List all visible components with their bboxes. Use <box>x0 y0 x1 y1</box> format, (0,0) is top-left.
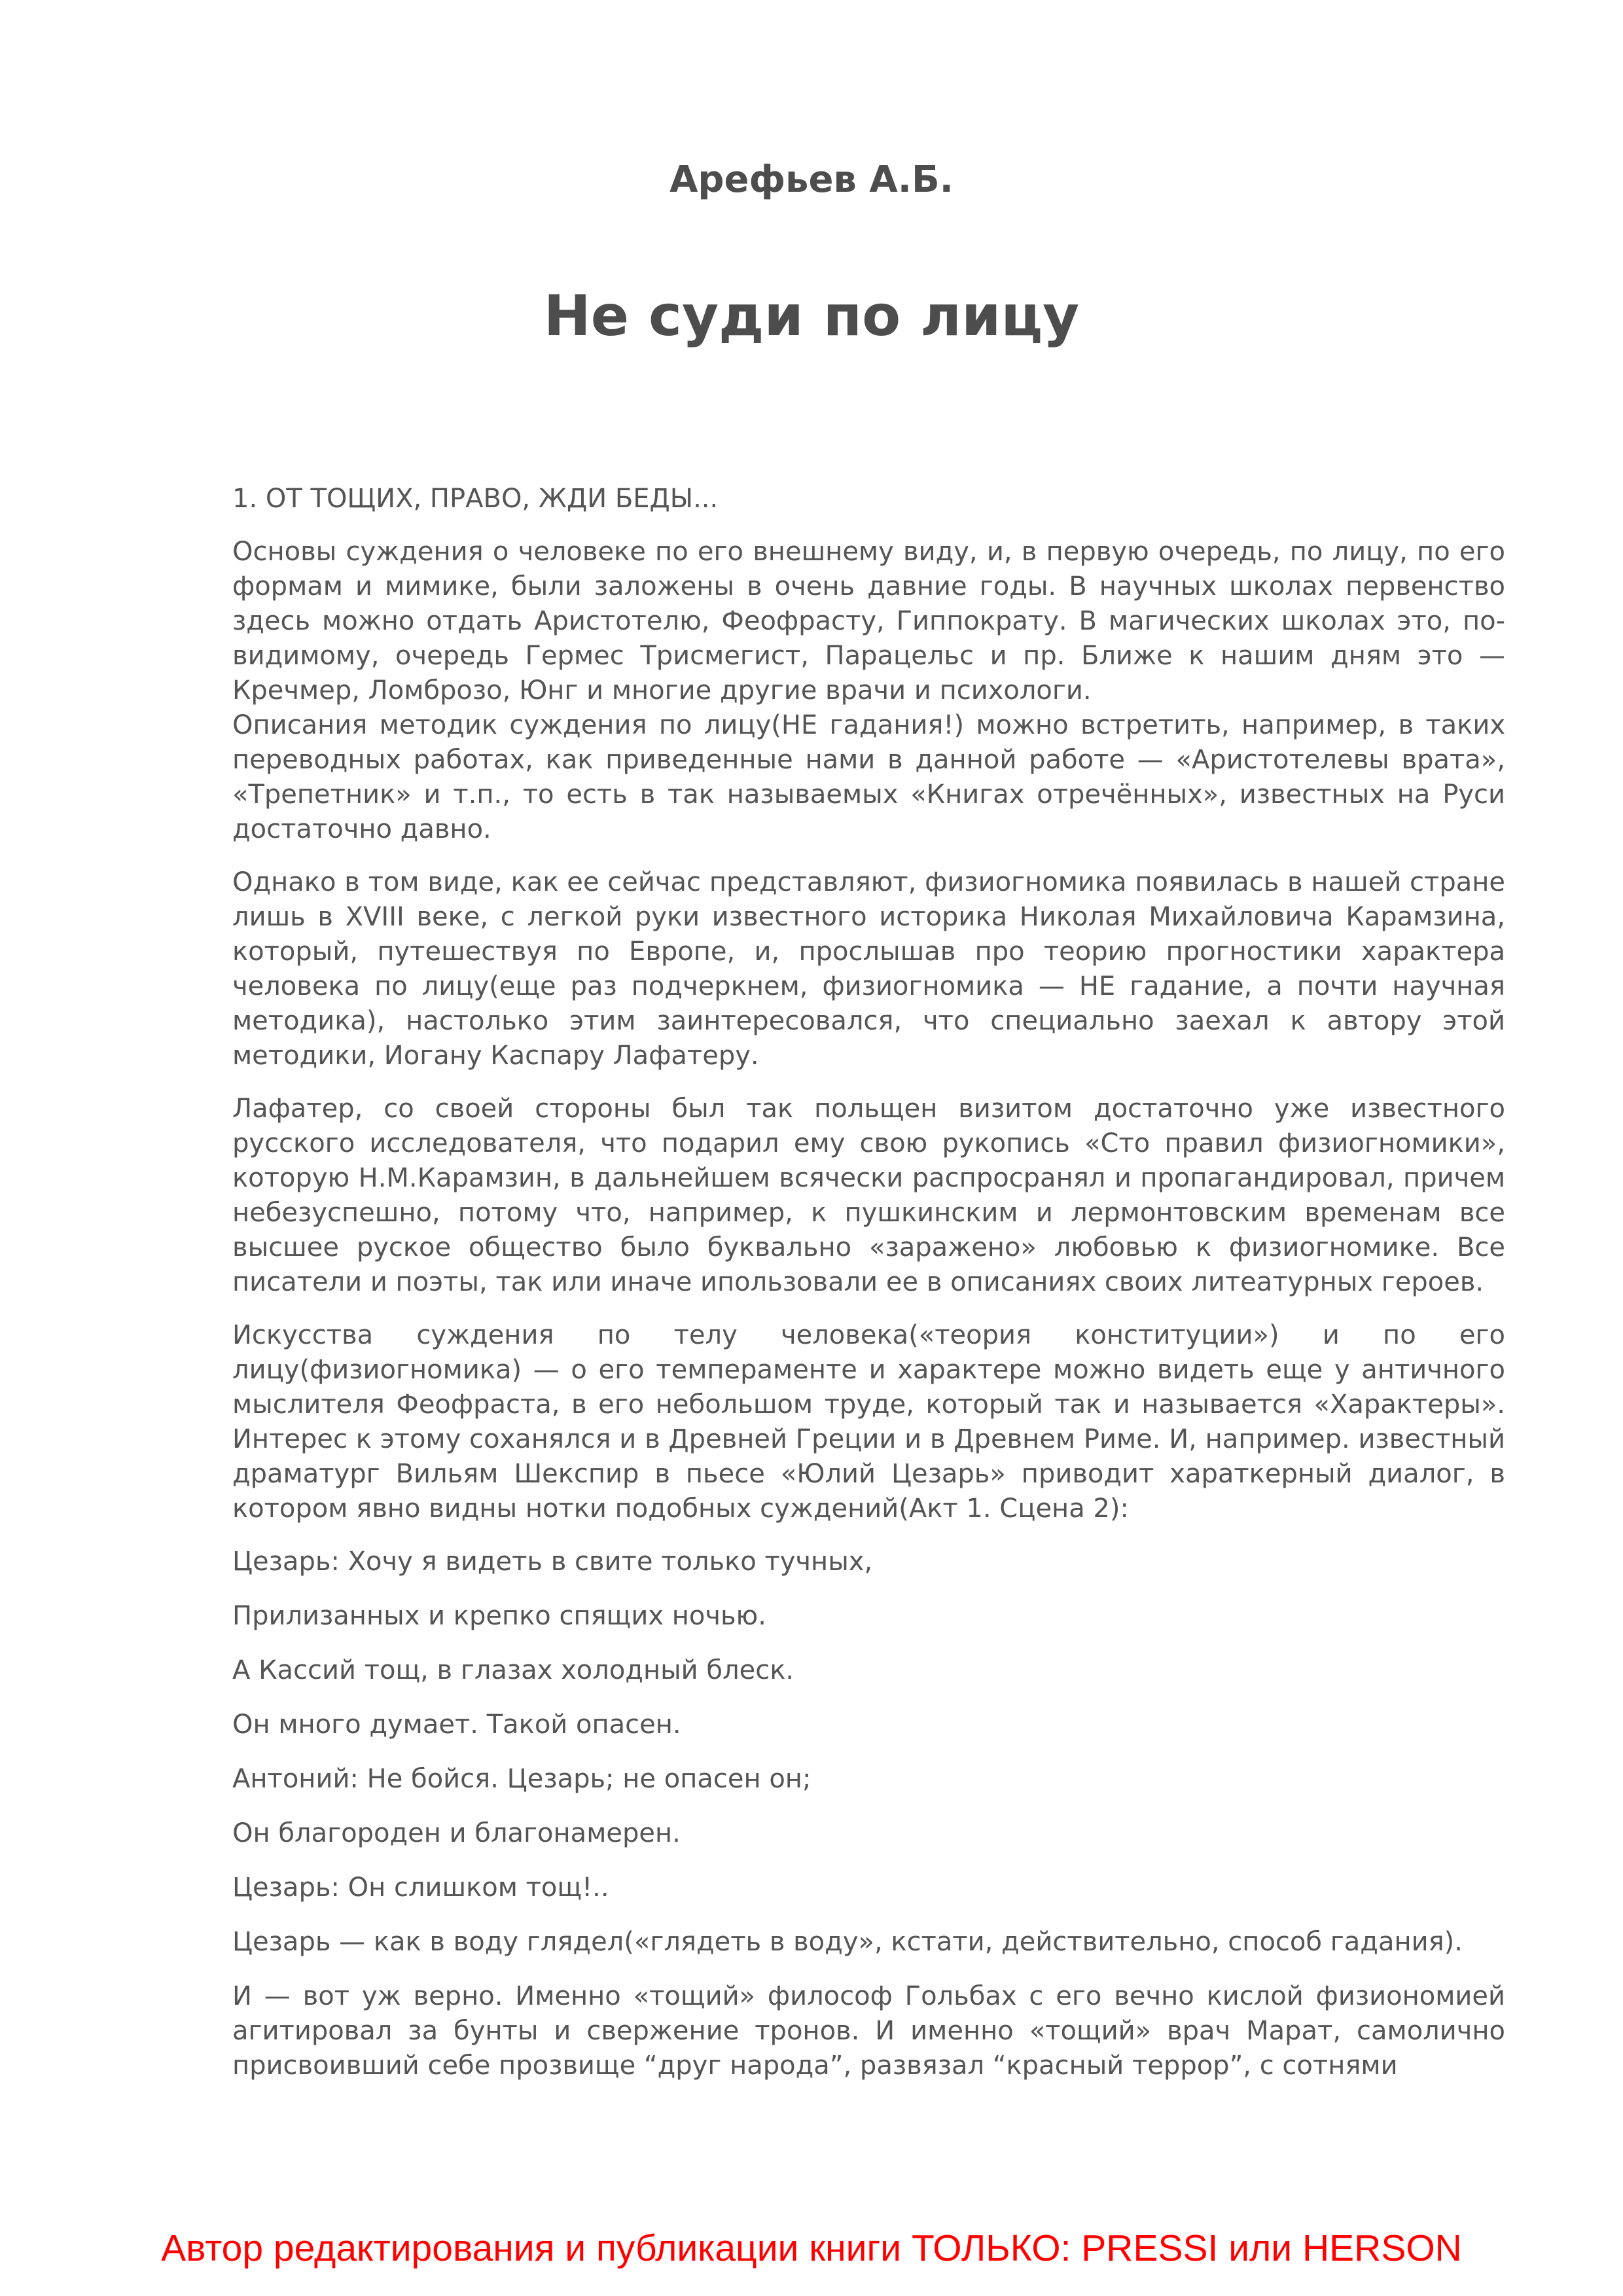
verse-line-5: Антоний: Не бойся. Цезарь; не опасен он; <box>232 1764 812 1794</box>
paragraph-5: Искусства суждения по телу человека(«теория конституции») и по его лицу(физиогномика) — о его темпераменте и характере можно видеть еще у античного мыслителя Феофраста, в его небольшом труде, который так и называется «Характеры». Интерес к этому соханялся и в Древней Греции и в Древнем Риме. И, например. известный драматург Вильям Шекспир в пьесе «Юлий Цезарь» приводит хараткерный диалог, в котором явно видны нотки подобных суждений(Акт 1. Сцена 2): <box>232 1320 1505 1524</box>
verse-line-8: Цезарь — как в воду глядел(«глядеть в воду», кстати, действительно, способ гадания). <box>232 1927 1463 1957</box>
paragraph-final: И — вот уж верно. Именно «тощий» философ Гольбах с его вечно кислой физиономией агитировал за бунты и свержение тронов. И именно «тощий» врач Марат, самолично присвоивший себе прозвище “друг народа”, развязал “красный террор”, с сотнями <box>232 1981 1505 2081</box>
section-heading: 1. ОТ ТОЩИХ, ПРАВО, ЖДИ БЕДЫ... <box>232 484 719 514</box>
author-name: Арефьев А.Б. <box>669 158 954 201</box>
paragraph-3: Однако в том виде, как ее сейчас представляют, физиогномика появилась в нашей стране лишь в XVIII веке, с легкой руки известного историка Николая Михайловича Карамзина, который, путешествуя по Европе, и, прослышав про теорию прогностики характера человека по лицу(еще раз подчеркнем, физиогномика — НЕ гадание, а почти научная методика), настолько этим заинтересовался, что специально заехал к автору этой методики, Иогану Каспару Лафатеру. <box>232 867 1505 1071</box>
verse-line-7: Цезарь: Он слишком тощ!.. <box>232 1873 609 1903</box>
verse-line-4: Он много думает. Такой опасен. <box>232 1710 681 1740</box>
paragraph-1: Основы суждения о человеке по его внешнему виду, и, в первую очередь, по лицу, по его формам и мимике, были заложены в очень давние годы. В научных школах первенство здесь можно отдать Аристотелю, Феофрасту, Гиппократу. В магических школах это, по-видимому, очередь Гермес Трисмегист, Парацельс и пр. Ближе к нашим дням это — Кречмер, Ломброзо, Юнг и многие другие врачи и психологи. <box>232 537 1505 706</box>
paragraph-2: Описания методик суждения по лицу(НЕ гадания!) можно встретить, например, в таких переводных работах, как приведенные нами в данной работе — «Аристотелевы врата», «Трепетник» и т.п., то есть в так называемых «Книгах отречённых», известных на Руси достаточно давно. <box>232 710 1505 844</box>
document-body <box>232 482 1505 2102</box>
verse-line-3: А Кассий тощ, в глазах холодный блеск. <box>232 1655 794 1685</box>
verse-line-6: Он благороден и благонамерен. <box>232 1818 681 1848</box>
footer-notice: Автор редактирования и публикации книги ТОЛЬКО: PRESSI или HERSON <box>161 2227 1462 2269</box>
paragraph-4: Лафатер, со своей стороны был так польщен визитом достаточно уже известного русского исследователя, что подарил ему свою рукопись «Сто правил физиогномики», которую Н.М.Карамзин, в дальнейшем всячески распросранял и пропагандировал, причем небезуспешно, потому что, например, к пушкинским и лермонтовским временам все высшее руское общество было буквально «заражено» любовью к физиогномике. Все писатели и поэты, так или иначе ипользовали ее в описаниях своих литеатурных героев. <box>232 1094 1505 1297</box>
verse-line-2: Прилизанных и крепко спящих ночью. <box>232 1601 766 1631</box>
document-title: Не суди по лицу <box>543 283 1080 349</box>
verse-line-1: Цезарь: Хочу я видеть в свите только тучных, <box>232 1547 873 1577</box>
